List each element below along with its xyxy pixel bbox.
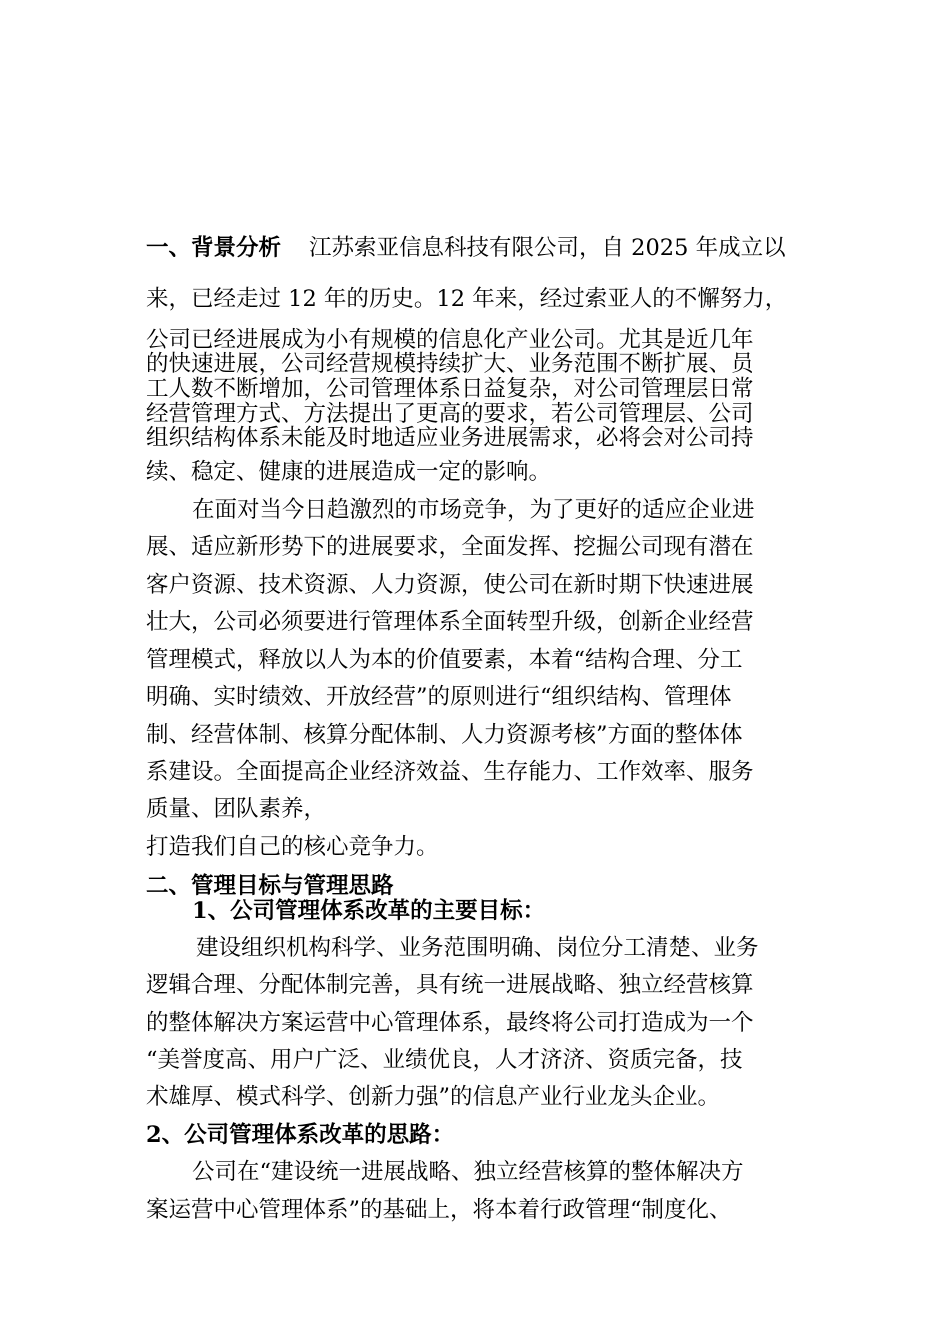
paragraph2-line-8: 质量、团队素养， [146,796,327,822]
sub1-heading: 1、公司管理体系改革的主要目标： [192,898,546,924]
paragraph2-line-4: 管理模式，释放以人为本的价值要素，本着“结构合理、分工 [146,647,743,673]
paragraph2-line-6: 制、经营体制、核算分配体制、人力资源考核”方面的整体体 [146,722,743,748]
paragraph2-line-9: 打造我们自己的核心竞争力。 [146,834,439,860]
section1-line-1: 来，已经走过 12 年的历史。12 年来，经过索亚人的不懈努力， [146,286,788,312]
sub1-line-1: 逻辑合理、分配体制完善，具有统一进展战略、独立经营核算 [146,972,754,998]
paragraph2-line-0: 在面对当今日趋激烈的市场竞争，为了更好的适应企业进 [192,497,755,523]
paragraph2-line-7: 系建设。全面提高企业经济效益、生存能力、工作效率、服务 [146,759,754,785]
section1-line-0: 江苏索亚信息科技有限公司，自 2025 年成立以 [309,235,786,261]
sub1-line-3: “美誉度高、用户广泛、业绩优良，人才济济、资质完备，技 [146,1047,743,1073]
sub1-line-0: 建设组织机构科学、业务范围明确、岗位分工清楚、业务 [196,935,759,961]
section1-line-2: 公司已经进展成为小有规模的信息化产业公司。尤其是近几年 [146,327,754,353]
section1-line-4: 工人数不断增加，公司管理体系日益复杂，对公司管理层日常 [146,376,754,402]
section1-line-5: 经营管理方式、方法提出了更高的要求，若公司管理层、公司 [146,401,754,427]
section1-heading: 一、背景分析 [146,235,282,261]
paragraph2-line-3: 壮大，公司必须要进行管理体系全面转型升级，创新企业经营 [146,609,754,635]
section2-heading: 二、管理目标与管理思路 [146,873,394,899]
sub2-line-0: 公司在“建设统一进展战略、独立经营核算的整体解决方 [192,1159,744,1185]
section1-first-line [146,235,816,261]
paragraph2-line-1: 展、适应新形势下的进展要求，全面发挥、挖掘公司现有潜在 [146,534,754,560]
sub1-line-2: 的整体解决方案运营中心管理体系，最终将公司打造成为一个 [146,1010,754,1036]
sub2-heading: 2、公司管理体系改革的思路： [146,1122,455,1148]
paragraph2-line-2: 客户资源、技术资源、人力资源，使公司在新时期下快速进展 [146,572,754,598]
paragraph2-line-5: 明确、实时绩效、开放经营”的原则进行“组织结构、管理体 [146,684,732,710]
section1-line-3: 的快速进展，公司经营规模持续扩大、业务范围不断扩展、员 [146,351,754,377]
sub2-line-1: 案运营中心管理体系”的基础上，将本着行政管理“制度化、 [146,1197,732,1223]
sub1-line-4: 术雄厚、模式科学、创新力强”的信息产业行业龙头企业。 [146,1084,721,1110]
section1-line-7: 续、稳定、健康的进展造成一定的影响。 [146,459,552,485]
section1-line-6: 组织结构体系未能及时地适应业务进展需求，必将会对公司持 [146,425,754,451]
